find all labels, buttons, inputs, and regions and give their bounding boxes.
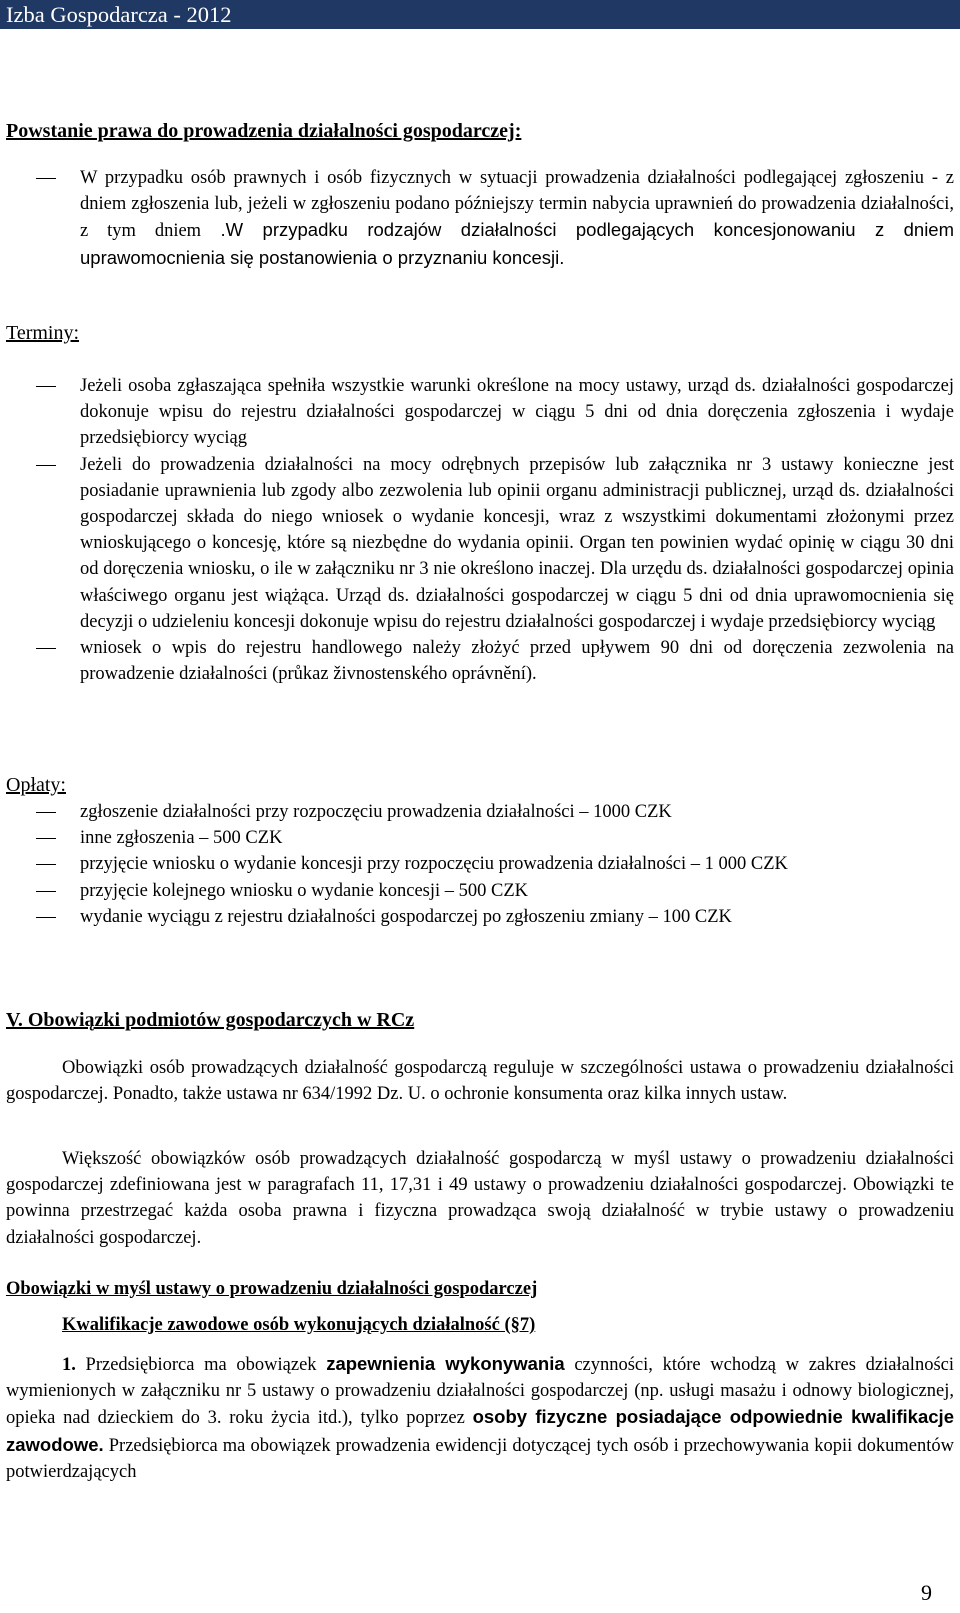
list-item [0,452,954,635]
kwalifikacje-text-2: czynności, które wchodzą w zakres działalności wymienionych w załączniku nr 5 ustawy o prowadzeniu działalności gospodarczej (np. usługi masażu i odnowy biologicznej, opieka nad dzieckiem do 3. roku życia itd.), tylko poprzez [6,1355,954,1429]
terminy-label: Terminy: [6,322,80,344]
terminy-item-text: Jeżeli do prowadzenia działalności na mocy odrębnych przepisów lub załącznika nr 3 ustawy konieczne jest posiadanie uprawnienia lub zgody albo zezwolenia lub opinii organu administracji publicznej, urząd ds. działalności gospodarczej składa do niego wniosek o wydanie koncesji, wraz z wszystkimi dokumentami złożonymi przez wnioskującego o koncesję, które są niezbędne do wydania opinii. Organ ten powinien wydać opinię w ciągu 30 dni od doręczenia wniosku, o ile w załączniku nr 3 nie określono inaczej. Dla urzędu ds. działalności gospodarczej opinia właściwego organu jest wiążąca. Urząd ds. działalności gospodarczej w ciągu 5 dni od dnia uprawomocnienia się decyzji o udzieleniu koncesji dokonuje wpisu do rejestru działalności gospodarczej i wydaje przedsiębiorcy wyciąg [80,454,954,632]
kwalifikacje-text-3: Przedsiębiorca ma obowiązek prowadzenia ewidencji dotyczącej tych osób i przechowywania kopii dokumentów potwierdzających [6,1435,954,1482]
dash-bullet-icon [36,648,56,649]
list-item [0,851,954,877]
dash-bullet-icon [36,178,56,179]
paragraph-kwalifikacje [6,1351,954,1485]
oplaty-item-text: przyjęcie kolejnego wniosku o wydanie koncesji – 500 CZK [80,880,529,901]
dash-bullet-icon [36,864,56,865]
oplaty-item-text: wydanie wyciągu z rejestru działalności gospodarczej po zgłoszeniu zmiany – 100 CZK [80,906,732,927]
list-item [0,904,954,930]
powstanie-text-1: W przypadku osób prawnych i osób fizycznych w sytuacji prowadzenia działalności podlegającej zgłoszeniu - z dniem zgłoszenia lub, jeżeli w zgłoszeniu podano późniejszy termin nabycia uprawnień do prowadzenia działalności, z tym dniem [80,168,954,242]
dash-bullet-icon [36,917,56,918]
paragraph-obowiazki-2: Większość obowiązków osób prowadzących działalność gospodarczą w myśl ustawy o prowadzeniu działalności gospodarczej zdefiniowana jest w paragrafach 11, 17,31 i 49 ustawy o prowadzeniu działalności gospodarczej. Obowiązki te powinna przestrzegać każda osoba prawna i fizyczna prowadząca swoją działalność w trybie ustawy o prowadzeniu działalności gospodarczej. [6,1149,954,1248]
powstanie-list [0,165,954,272]
oplaty-list [0,799,954,930]
heading-obowiazki-ustawa: Obowiązki w myśl ustawy o prowadzeniu działalności gospodarczej [6,1279,538,1299]
dash-bullet-icon [36,386,56,387]
list-item [0,635,954,687]
document-header-title: Izba Gospodarcza - 2012 [6,2,232,27]
dash-bullet-icon [36,838,56,839]
oplaty-item-text: inne zgłoszenia – 500 CZK [80,828,283,849]
section-heading-obowiazki-rcz: V. Obowiązki podmiotów gospodarczych w RCz [6,1009,415,1031]
kwalifikacje-text-1: Przedsiębiorca ma obowiązek [75,1355,327,1375]
page-number: 9 [921,1580,932,1605]
oplaty-item-text: zgłoszenie działalności przy rozpoczęciu prowadzenia działalności – 1000 CZK [80,802,672,822]
list-item [0,878,954,904]
kwalifikacje-bold-1: zapewnienia wykonywania [326,1353,565,1374]
dash-bullet-icon [36,465,56,466]
dash-bullet-icon [36,891,56,892]
list-item [0,373,954,452]
dash-bullet-icon [36,812,56,813]
subheading-kwalifikacje: Kwalifikacje zawodowe osób wykonujących działalność (§7) [62,1315,536,1335]
item-number: 1. [62,1355,76,1375]
kwalifikacje-bold-2: osoby fizyczne posiadające odpowiednie kwalifikacje zawodowe. [6,1406,954,1455]
terminy-item-text: wniosek o wpis do rejestru handlowego należy złożyć przed upływem 90 dni od doręczenia zezwolenia na prowadzenie działalności (průkaz živnostenského oprávnění). [80,638,954,685]
list-item [0,165,954,272]
list-item [0,825,954,851]
list-item [0,799,954,825]
terminy-item-text: Jeżeli osoba zgłaszająca spełniła wszystkie warunki określone na mocy ustawy, urząd ds. działalności gospodarczej dokonuje wpisu do rejestru działalności gospodarczej w ciągu 5 dni od dnia doręczenia zgłoszenia i wydaje przedsiębiorcy wyciąg [80,376,954,449]
powstanie-text-2: .W przypadku rodzajów działalności podlegających koncesjonowaniu z dniem uprawomocnienia się postanowienia o przyznaniu koncesji. [80,219,955,268]
paragraph-obowiazki-1: Obowiązki osób prowadzących działalność gospodarczą reguluje w szczególności ustawa o prowadzeniu działalności gospodarczej. Ponadto, także ustawa nr 634/1992 Dz. U. o ochronie konsumenta oraz kilka innych ustaw. [6,1058,954,1105]
oplaty-item-text: przyjęcie wniosku o wydanie koncesji przy rozpoczęciu prowadzenia działalności – 1 000 CZK [80,854,788,875]
oplaty-label: Opłaty: [6,774,66,796]
terminy-list [0,373,954,687]
section-heading-powstanie: Powstanie prawa do prowadzenia działalności gospodarczej: [6,120,522,142]
